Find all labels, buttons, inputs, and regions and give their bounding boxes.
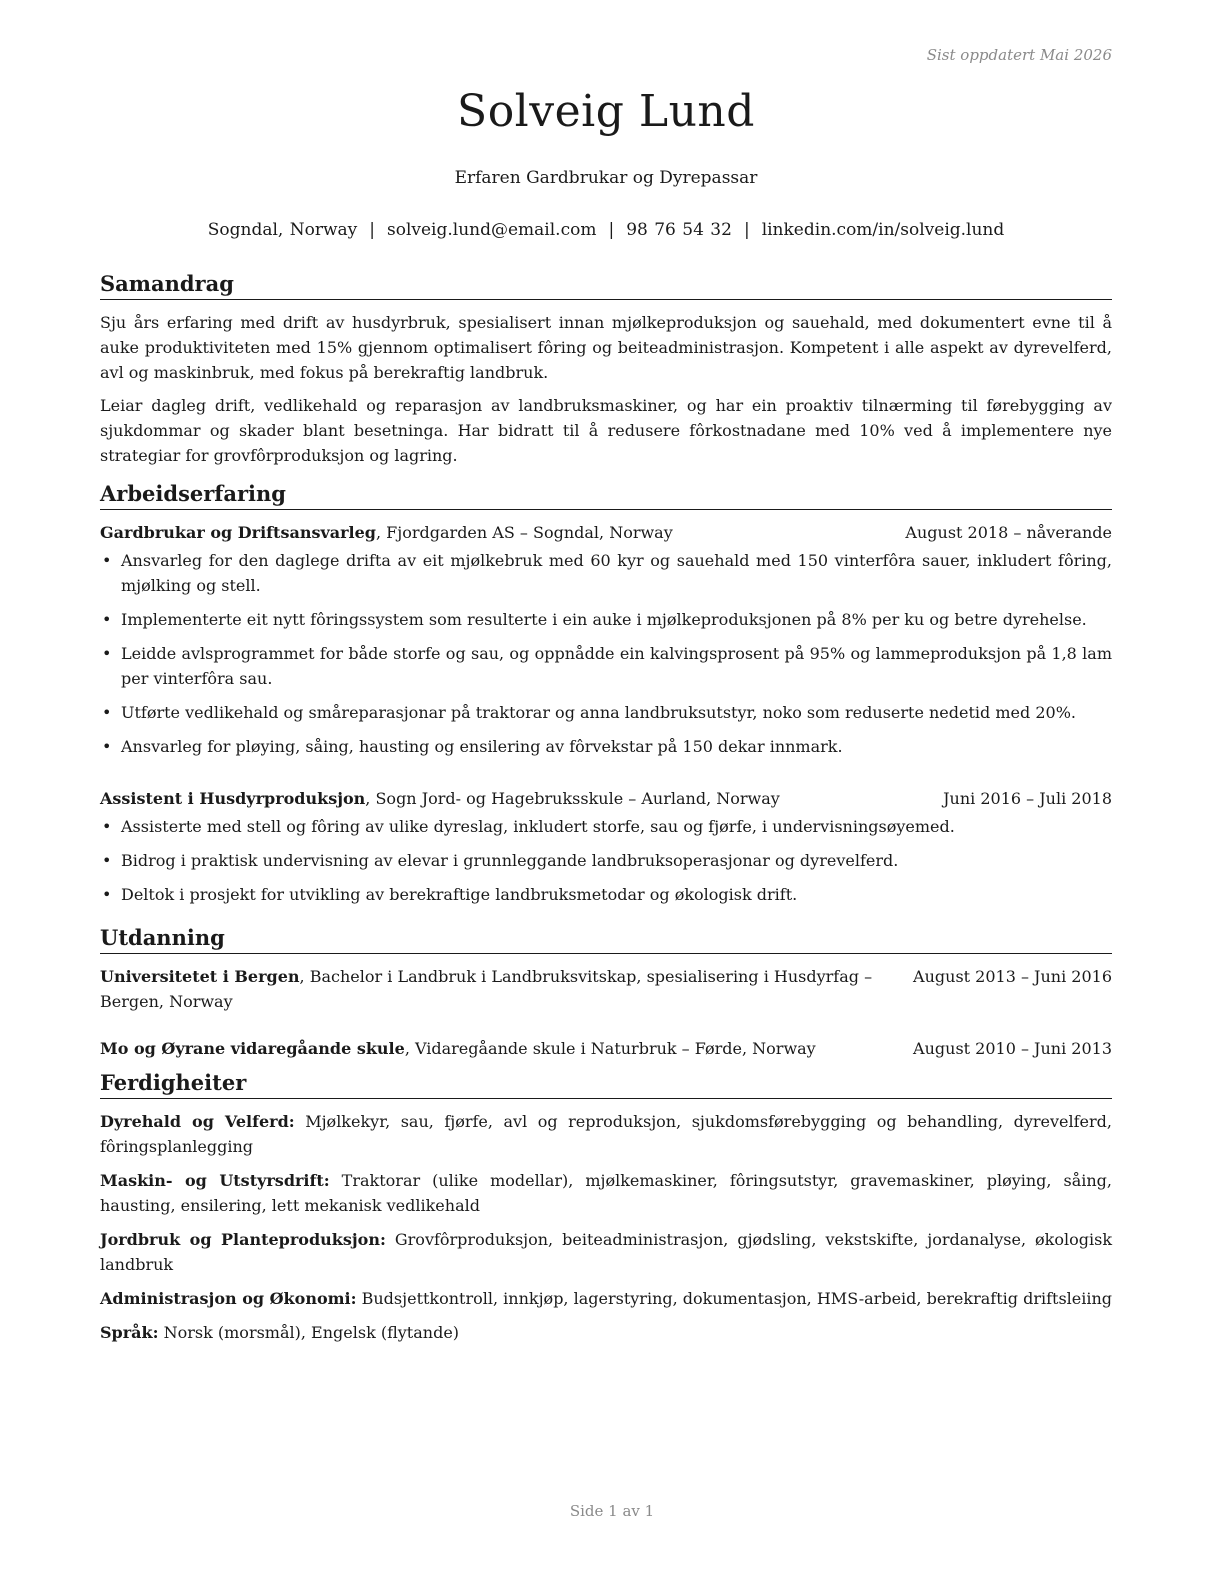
- education-program: , Vidaregåande skule i Naturbruk – Førde, Norway: [404, 1039, 816, 1058]
- section-title-education: Utdanning: [100, 924, 1112, 954]
- skill-text: Grovfôrproduksjon, beiteadministrasjon, gjødsling, vekstskifte, jordanalyse, økologisk landbruk: [100, 1230, 1113, 1274]
- education-dates: August 2013 – Juni 2016: [913, 967, 1112, 986]
- job-org: , Sogn Jord- og Hagebruksskule – Aurland, Norway: [365, 789, 780, 808]
- tagline: Erfaren Gardbrukar og Dyrepassar: [454, 168, 758, 188]
- skill-label: Administrasjon og Økonomi:: [100, 1289, 357, 1308]
- job-bullet: • Utførte vedlikehald og småreparasjonar på traktorar og anna landbruksutstyr, noko som reduserte nedetid med 20%.: [100, 700, 1112, 725]
- section-title-summary: Samandrag: [100, 270, 1112, 300]
- section-title-skills: Ferdigheiter: [100, 1069, 1112, 1099]
- section-title-experience: Arbeidserfaring: [100, 480, 1112, 510]
- skill-label: Jordbruk og Planteproduksjon:: [100, 1230, 386, 1249]
- job-header: [100, 786, 1112, 811]
- skill-row: [100, 1168, 1112, 1218]
- job-dates: August 2018 – nåverande: [905, 523, 1112, 542]
- contact-location: Sogndal, Norway: [207, 220, 358, 240]
- job-title-line: [100, 786, 780, 811]
- skill-label: Dyrehald og Velferd:: [100, 1112, 295, 1131]
- education-program: , Bachelor i Landbruk i Landbruksvitskap, spesialisering i Husdyrfag – Bergen, Norway: [100, 967, 873, 1011]
- contact-separator: |: [608, 220, 615, 240]
- contact-linkedin[interactable]: linkedin.com/in/solveig.lund: [761, 220, 1005, 240]
- person-name: Solveig Lund: [457, 86, 755, 137]
- job-bullet: • Ansvarleg for den daglege drifta av eit mjølkebruk med 60 kyr og sauehald med 150 vinterfôra sauer, inkludert fôring, mjølking og stell.: [100, 548, 1112, 598]
- job-bullet: • Deltok i prosjekt for utvikling av berekraftige landbruksmetodar og økologisk drift.: [100, 882, 1112, 907]
- job-bullet: • Bidrog i praktisk undervisning av elevar i grunnleggande landbruksoperasjonar og dyrevelferd.: [100, 848, 1112, 873]
- job-bullet: • Ansvarleg for pløying, såing, hausting og ensilering av fôrvekstar på 150 dekar innmark.: [100, 734, 1112, 759]
- job-role: Assistent i Husdyrproduksjon: [100, 789, 366, 808]
- job-bullet: • Leidde avlsprogrammet for både storfe og sau, og oppnådde ein kalvingsprosent på 95% og lammeproduksjon på 1,8 lam per vinterfôra sau.: [100, 641, 1112, 691]
- job-org: , Fjordgarden AS – Sogndal, Norway: [376, 523, 673, 542]
- education-entry: [100, 964, 1112, 1014]
- summary-paragraph: Sju års erfaring med drift av husdyrbruk, spesialisert innan mjølkeproduksjon og sauehald, med dokumentert evne til å auke produktiviteten med 15% gjennom optimalisert fôring og beiteadministrasjon. Kompetent i alle aspekt av dyrevelferd, avl og maskinbruk, med fokus på berekraftig landbruk.: [100, 313, 1112, 382]
- contact-separator: |: [369, 220, 375, 240]
- job-bullets: [100, 548, 1112, 759]
- skill-label: Språk:: [100, 1323, 159, 1342]
- job-bullets: [100, 814, 1112, 907]
- contact-phone: 98 76 54 32: [626, 220, 732, 240]
- education-detail: [100, 1036, 880, 1061]
- resume-body: [100, 270, 1112, 1354]
- contact-email[interactable]: solveig.lund@email.com: [386, 220, 597, 240]
- skill-text: Traktorar (ulike modellar), mjølkemaskiner, fôringsutstyr, gravemaskiner, pløying, såing, hausting, ensilering, lett mekanisk vedlikehald: [100, 1171, 1112, 1215]
- education-school: Universitetet i Bergen: [100, 967, 300, 986]
- education-dates: August 2010 – Juni 2013: [913, 1039, 1112, 1058]
- education-entry: [100, 1036, 1112, 1061]
- job-header: [100, 520, 1112, 545]
- summary-paragraph: Leiar dagleg drift, vedlikehald og reparasjon av landbruksmaskiner, og har ein proaktiv tilnærming til førebygging av sjukdommar og skader blant besetninga. Har bidratt til å redusere fôrkostnadane med 10% ved å implementere nye strategiar for grovfôrproduksjon og lagring.: [100, 396, 1112, 465]
- education-detail: [100, 964, 880, 1014]
- job-dates: Juni 2016 – Juli 2018: [943, 789, 1112, 808]
- job-bullet: • Implementerte eit nytt fôringssystem som resulterte i ein auke i mjølkeproduksjonen på 8% per ku og betre dyrehelse.: [100, 607, 1112, 632]
- skill-row: [100, 1227, 1112, 1277]
- skill-text: Budsjettkontroll, innkjøp, lagerstyring, dokumentasjon, HMS-arbeid, berekraftig driftsleiing: [356, 1289, 1113, 1308]
- skill-row: [100, 1286, 1112, 1311]
- last-updated: Sist oppdatert Mai 2026: [926, 46, 1112, 64]
- contact-separator: |: [743, 220, 750, 240]
- page-number: Side 1 av 1: [569, 1502, 655, 1520]
- skill-text: Norsk (morsmål), Engelsk (flytande): [158, 1323, 460, 1342]
- job-bullet: • Assisterte med stell og fôring av ulike dyreslag, inkludert storfe, sau og fjørfe, i undervisningsøyemed.: [100, 814, 1112, 839]
- job-role: Gardbrukar og Driftsansvarleg: [100, 523, 376, 542]
- education-school: Mo og Øyrane vidaregåande skule: [100, 1039, 405, 1058]
- job-title-line: [100, 520, 673, 545]
- skill-row: [100, 1109, 1112, 1159]
- skill-text: Mjølkekyr, sau, fjørfe, avl og reproduksjon, sjukdomsførebygging og behandling, dyrevelferd, fôringsplanlegging: [100, 1112, 1112, 1156]
- contact-line: [100, 220, 1112, 240]
- skill-label: Maskin- og Utstyrsdrift:: [100, 1171, 330, 1190]
- skill-row: [100, 1320, 1112, 1345]
